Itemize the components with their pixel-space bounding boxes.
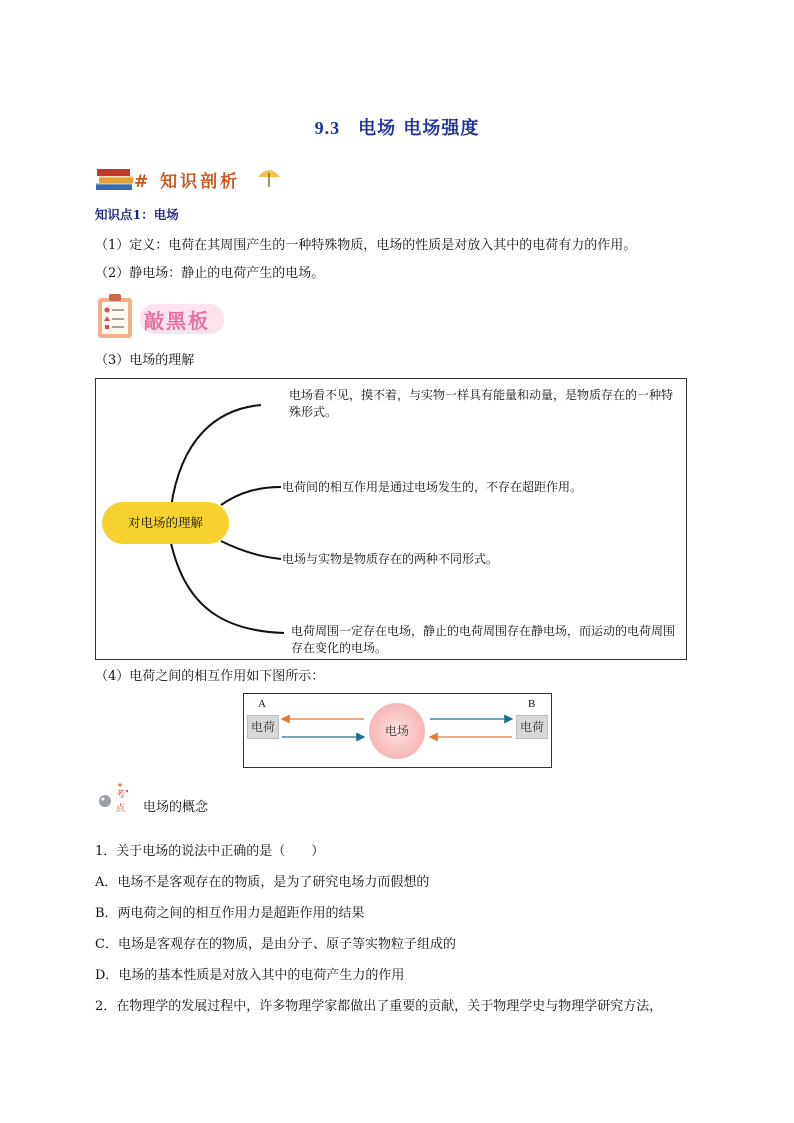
exam-point-icon: [94, 781, 134, 821]
clipboard-icon: [94, 292, 138, 340]
label-a: A: [258, 698, 266, 710]
electric-field-circle: 电场: [369, 703, 425, 759]
exam-point-badge: [94, 781, 134, 821]
badge-top: 考: [116, 790, 126, 800]
charge-a: 电荷: [247, 715, 279, 739]
static-field-text: （2）静电场：静止的电荷产生的电场。: [95, 266, 325, 281]
knowledge-banner: [94, 163, 284, 193]
charge-b: 电荷: [516, 715, 548, 739]
banner-title: # 知识剖析: [134, 172, 241, 192]
question-1-option-b: B．两电荷之间的相互作用力是超距作用的结果: [95, 906, 365, 921]
blackboard-banner: [94, 292, 244, 340]
mindmap-branch-3: 电场与实物是物质存在的两种不同形式。: [282, 552, 499, 566]
banner-title: 敲黑板: [144, 309, 210, 333]
mindmap-center: 对电场的理解: [102, 502, 229, 544]
question-1-option-a: A．电场不是客观存在的物质，是为了研究电场力而假想的: [95, 875, 430, 890]
mindmap-branch-4: 电荷周围一定存在电场，静止的电荷周围存在静电场，而运动的电荷周围存在变化的电场。: [291, 624, 676, 655]
field-arrows: [244, 694, 551, 767]
question-1-option-d: D．电场的基本性质是对放入其中的电荷产生力的作用: [95, 968, 405, 983]
mindmap-box: [95, 378, 687, 660]
section-number: 9.3: [314, 118, 341, 138]
understanding-heading: （3）电场的理解: [95, 353, 195, 368]
interaction-diagram: [243, 693, 552, 768]
mindmap-branch-2: 电荷间的相互作用是通过电场发生的，不存在超距作用。: [282, 480, 583, 494]
question-1: 1．关于电场的说法中正确的是（ ）: [95, 844, 325, 859]
books-icon: [94, 163, 138, 193]
mindmap-branch-1: 电场看不见，摸不着，与实物一样具有能量和动量，是物质存在的一种特殊形式。: [289, 388, 674, 419]
section-label: 电场的概念: [143, 800, 209, 815]
umbrella-icon: [256, 165, 282, 189]
question-1-option-c: C．电场是客观存在的物质，是由分子、原子等实物粒子组成的: [95, 937, 456, 952]
page-title: [0, 114, 794, 140]
knowledge-point-heading: 知识点1：电场: [95, 207, 179, 222]
badge-bottom: 点: [116, 804, 126, 814]
interaction-heading: （4）电荷之间的相互作用如下图所示：: [95, 669, 325, 684]
question-2: 2．在物理学的发展过程中，许多物理学家都做出了重要的贡献，关于物理学史与物理学研究方法，: [95, 999, 663, 1014]
label-b: B: [528, 698, 536, 710]
title-text: 电场 电场强度: [358, 118, 480, 139]
definition-text: （1）定义：电荷在其周围产生的一种特殊物质，电场的性质是对放入其中的电荷有力的作用。: [95, 238, 637, 253]
